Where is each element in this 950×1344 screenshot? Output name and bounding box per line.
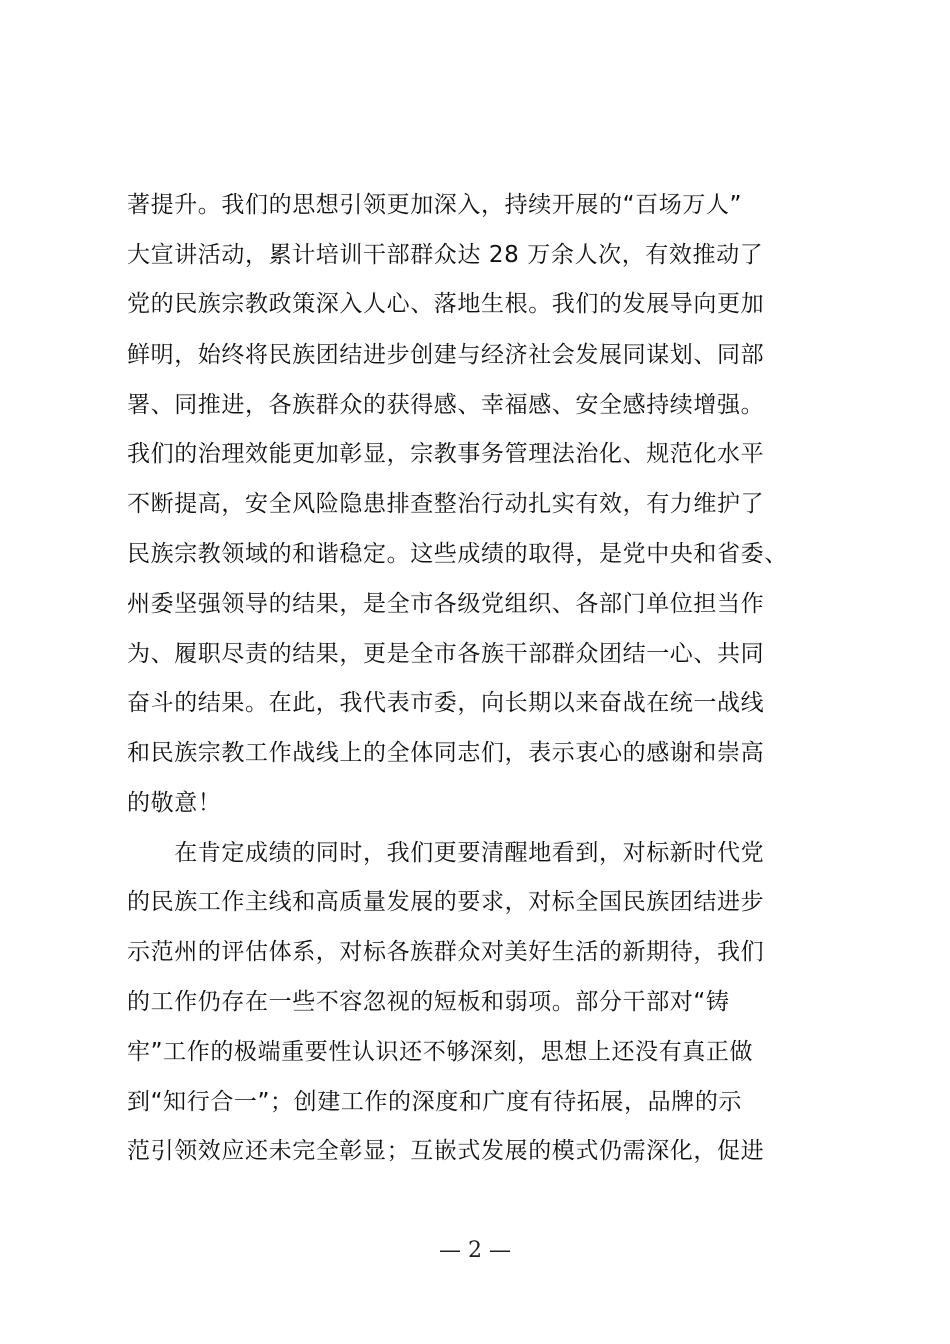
text-line: 的民族工作主线和高质量发展的要求，对标全国民族团结进步 bbox=[127, 889, 765, 915]
text-line: 奋斗的结果。在此，我代表市委，向长期以来奋战在统一战线 bbox=[127, 690, 765, 716]
text-line: 党的民族宗教政策深入人心、落地生根。我们的发展导向更加 bbox=[127, 291, 765, 317]
text-line: 州委坚强领导的结果，是全市各级党组织、各部门单位担当作 bbox=[127, 591, 765, 617]
text-line: 署、同推进，各族群众的获得感、幸福感、安全感持续增强。 bbox=[127, 392, 765, 418]
page-number: — 2 — bbox=[439, 1238, 511, 1263]
text-line: 我们的治理效能更加彰显，宗教事务管理法治化、规范化水平 bbox=[127, 441, 765, 467]
text-line: 在肯定成绩的同时，我们更要清醒地看到，对标新时代党 bbox=[127, 840, 765, 866]
text-line: 的敬意！ bbox=[127, 790, 222, 816]
text-line: 牢”工作的极端重要性认识还不够深刻，思想上还没有真正做 bbox=[127, 1039, 754, 1065]
text-line: 大宣讲活动，累计培训干部群众达 28 万余人次，有效推动了 bbox=[127, 242, 764, 268]
text-line: 著提升。我们的思想引领更加深入，持续开展的“百场万人” bbox=[127, 192, 743, 218]
text-line: 民族宗教领域的和谐稳定。这些成绩的取得，是党中央和省委、 bbox=[127, 541, 788, 567]
text-line: 鲜明，始终将民族团结进步创建与经济社会发展同谋划、同部 bbox=[127, 342, 765, 368]
text-line: 示范州的评估体系，对标各族群众对美好生活的新期待，我们 bbox=[127, 939, 765, 965]
text-line: 的工作仍存在一些不容忽视的短板和弱项。部分干部对“铸 bbox=[127, 989, 730, 1015]
text-line: 不断提高，安全风险隐患排查整治行动扎实有效，有力维护了 bbox=[127, 491, 765, 517]
text-line: 为、履职尽责的结果，更是全市各族干部群众团结一心、共同 bbox=[127, 641, 765, 667]
text-line: 和民族宗教工作战线上的全体同志们，表示衷心的感谢和崇高 bbox=[127, 740, 765, 766]
text-line: 范引领效应还未完全彰显；互嵌式发展的模式仍需深化，促进 bbox=[127, 1138, 765, 1164]
text-line: 到“知行合一”；创建工作的深度和广度有待拓展，品牌的示 bbox=[127, 1089, 743, 1115]
